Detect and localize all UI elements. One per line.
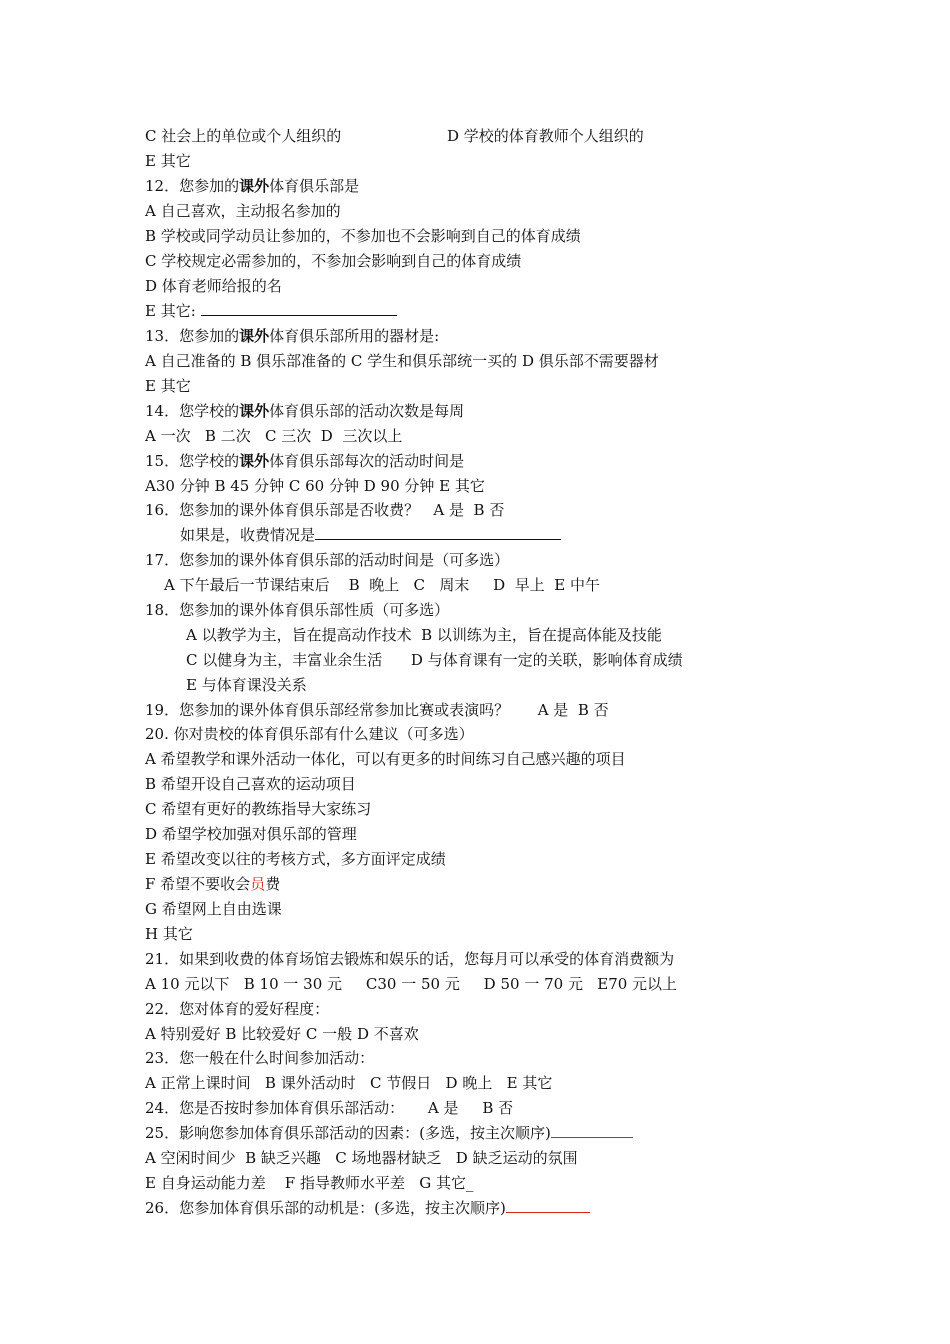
option-line: G 希望网上自由选课 (145, 900, 282, 918)
question-text: 12．您参加的 (145, 177, 240, 195)
question-25 (145, 1123, 633, 1143)
option-line: A 希望教学和课外活动一体化，可以有更多的时间练习自己感兴趣的项目 (145, 750, 626, 768)
option-line: A 自己喜欢，主动报名参加的 (145, 202, 341, 220)
blank-line[interactable] (315, 525, 561, 540)
option-line: H 其它 (145, 925, 193, 943)
option-text: 费 (265, 875, 281, 893)
option-line: A 10 元以下 B 10 一 30 元 C30 一 50 元 D 50 一 70 元 E70 元以上 (145, 975, 678, 993)
emphasis-text: 课外 (239, 452, 270, 470)
question-text: 13．您参加的 (145, 327, 240, 345)
question-15 (145, 451, 464, 471)
option-line (145, 874, 280, 894)
option-line: B 学校或同学动员让参加的，不参加也不会影响到自己的体育成绩 (145, 227, 581, 245)
emphasis-text: 课外 (239, 327, 270, 345)
blank-line[interactable] (201, 301, 397, 316)
option-line: E 其它 (145, 152, 191, 170)
option-text: F 希望不要收会 (145, 875, 251, 893)
question-text: 体育俱乐部是 (269, 177, 360, 195)
option-line: E 其它 (145, 377, 191, 395)
option-line: A 空闲时间少 B 缺乏兴趣 C 场地器材缺乏 D 缺乏运动的氛围 (145, 1149, 578, 1167)
question-26 (145, 1198, 590, 1218)
option-line: E 希望改变以往的考核方式，多方面评定成绩 (145, 850, 446, 868)
option-line (145, 301, 397, 321)
blank-line[interactable] (551, 1123, 633, 1138)
emphasis-text: 课外 (239, 402, 270, 420)
emphasis-text: 课外 (239, 177, 270, 195)
option-text: E 其它: (145, 302, 201, 320)
option-line: D 希望学校加强对俱乐部的管理 (145, 825, 357, 843)
question-13 (145, 326, 439, 346)
option-line: E 与体育课没关系 (186, 676, 307, 694)
question-14 (145, 401, 464, 421)
option-line: A 下午最后一节课结束后 B 晚上 C 周末 D 早上 E 中午 (164, 576, 600, 594)
option-line: A 正常上课时间 B 课外活动时 C 节假日 D 晚上 E 其它 (145, 1074, 553, 1092)
option-line: B 希望开设自己喜欢的运动项目 (145, 775, 356, 793)
option-line: A 自己准备的 B 俱乐部准备的 C 学生和俱乐部统一买的 D 俱乐部不需要器材 (145, 352, 659, 370)
option-line: C 希望有更好的教练指导大家练习 (145, 800, 372, 818)
option-line: A 特别爱好 B 比较爱好 C 一般 D 不喜欢 (145, 1025, 419, 1043)
option-text: D 学校的体育教师个人组织的 (447, 127, 644, 145)
question-text: 15．您学校的 (145, 452, 240, 470)
question-text: 26．您参加体育俱乐部的动机是：(多选，按主次顺序) (145, 1199, 506, 1217)
option-text: 如果是，收费情况是 (180, 526, 316, 544)
highlighted-char: 员 (250, 875, 266, 893)
question-23: 23．您一般在什么时间参加活动： (145, 1049, 375, 1067)
option-line (180, 525, 561, 545)
question-19: 19．您参加的课外体育俱乐部经常参加比赛或表演吗？ A 是 B 否 (145, 701, 609, 719)
question-17: 17．您参加的课外体育俱乐部的活动时间是（可多选） (145, 551, 510, 569)
question-21: 21．如果到收费的体育场馆去锻炼和娱乐的话，您每月可以承受的体育消费额为 (145, 950, 675, 968)
option-line (145, 126, 644, 146)
option-line: C 学校规定必需参加的，不参加会影响到自己的体育成绩 (145, 252, 522, 270)
question-22: 22．您对体育的爱好程度： (145, 1000, 330, 1018)
question-text: 25．影响您参加体育俱乐部活动的因素：(多选，按主次顺序) (145, 1124, 551, 1142)
question-18: 18．您参加的课外体育俱乐部性质（可多选） (145, 601, 450, 619)
blank-line[interactable] (506, 1198, 590, 1213)
option-text: C 社会上的单位或个人组织的 (145, 127, 342, 145)
option-line: C 以健身为主，丰富业余生活 D 与体育课有一定的关联，影响体育成绩 (186, 651, 683, 669)
option-line: A 以教学为主，旨在提高动作技术 B 以训练为主，旨在提高体能及技能 (186, 626, 662, 644)
question-text: 体育俱乐部每次的活动时间是 (269, 452, 465, 470)
option-line: D 体育老师给报的名 (145, 277, 282, 295)
question-16: 16．您参加的课外体育俱乐部是否收费？ A 是 B 否 (145, 501, 505, 519)
question-12 (145, 176, 359, 196)
question-text: 14．您学校的 (145, 402, 240, 420)
option-line: A 一次 B 二次 C 三次 D 三次以上 (145, 427, 403, 445)
question-20: 20. 你对贵校的体育俱乐部有什么建议（可多选） (145, 725, 474, 743)
option-line: A30 分钟 B 45 分钟 C 60 分钟 D 90 分钟 E 其它 (145, 477, 485, 495)
option-line: E 自身运动能力差 F 指导教师水平差 G 其它_ (145, 1174, 474, 1192)
question-text: 体育俱乐部所用的器材是: (269, 327, 440, 345)
question-text: 体育俱乐部的活动次数是每周 (269, 402, 465, 420)
question-24: 24．您是否按时参加体育俱乐部活动： A 是 B 否 (145, 1099, 514, 1117)
